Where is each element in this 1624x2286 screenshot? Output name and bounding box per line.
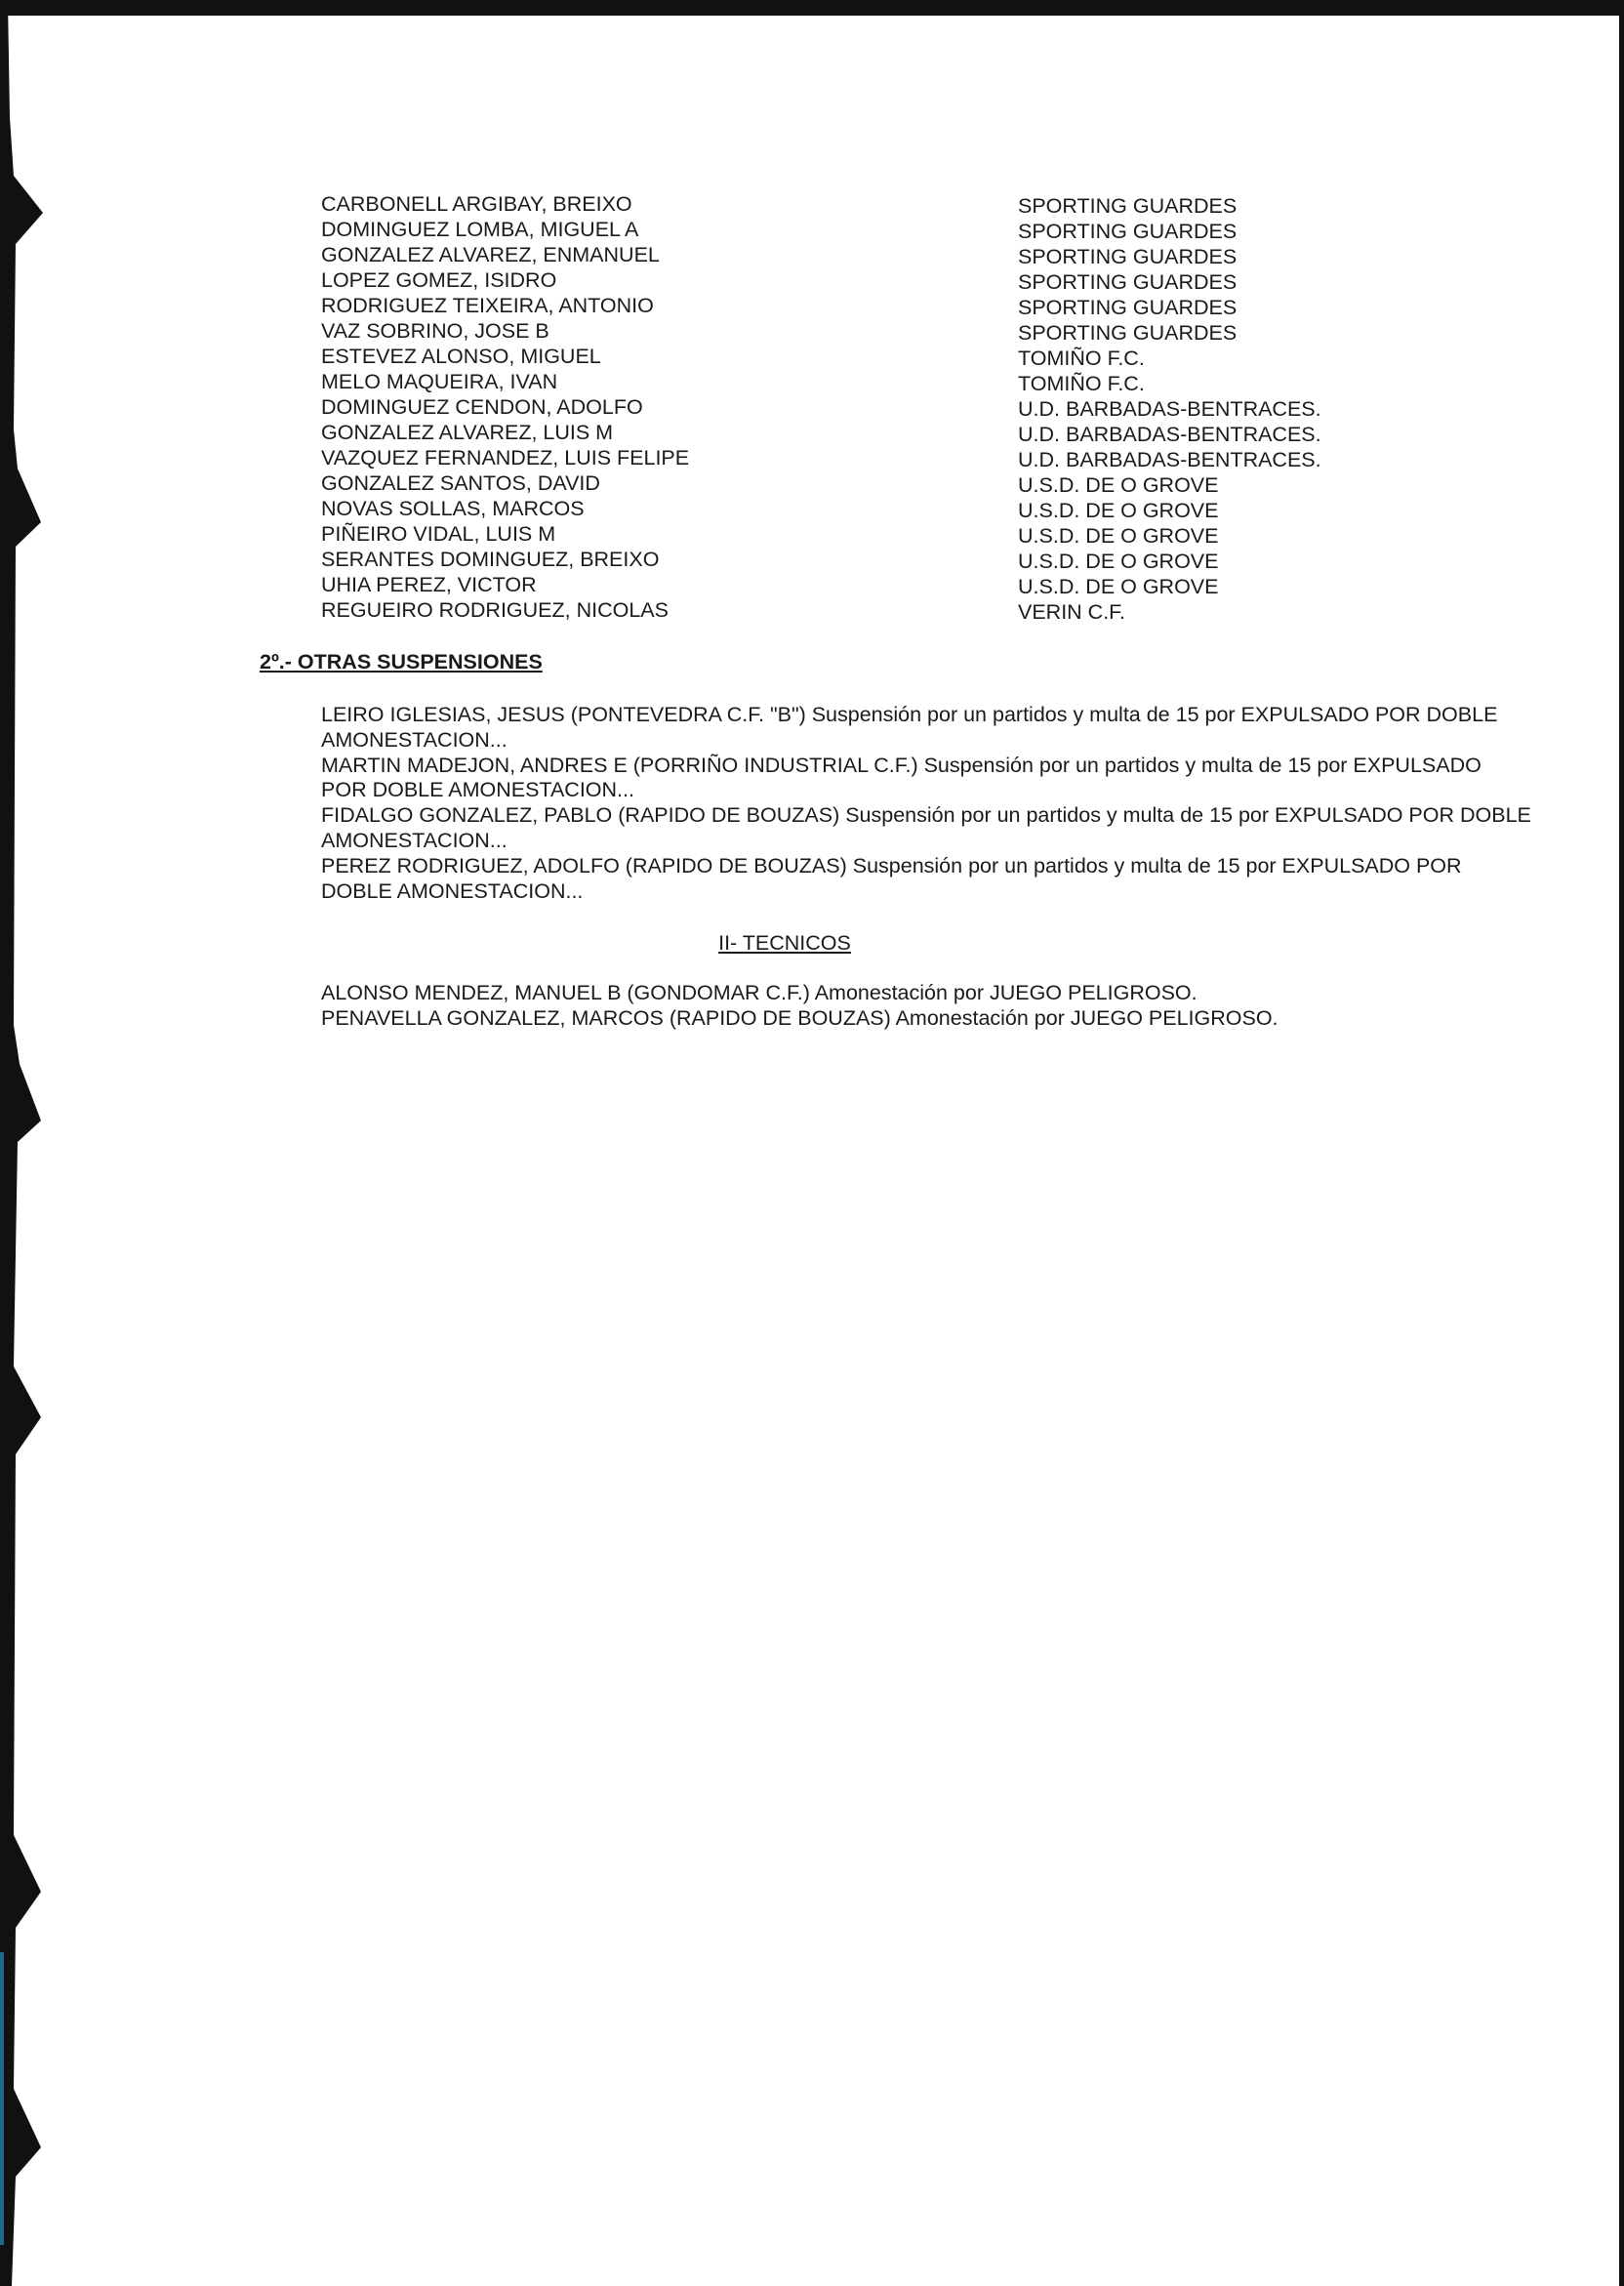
tecnico-item: PENAVELLA GONZALEZ, MARCOS (RAPIDO DE BOUZAS) Amonestación por JUEGO PELIGROSO.	[321, 1006, 1279, 1030]
sanction-row	[321, 597, 1395, 623]
player-name: UHIA PEREZ, VICTOR	[321, 573, 537, 596]
club-name: TOMIÑO F.C.	[1018, 347, 1145, 370]
other-suspensions-list	[321, 703, 1531, 904]
sanction-row	[321, 344, 1395, 369]
player-name: VAZQUEZ FERNANDEZ, LUIS FELIPE	[321, 446, 690, 469]
suspension-item: LEIRO IGLESIAS, JESUS (PONTEVEDRA C.F. "B") Suspensión por un partidos y multa de 15 por EXPULSADO POR DOBLE AMONESTACION...	[321, 703, 1498, 752]
club-name: SPORTING GUARDES	[1018, 321, 1238, 345]
player-name: NOVAS SOLLAS, MARCOS	[321, 497, 585, 520]
tecnicos-list	[321, 980, 1531, 1031]
player-name: SERANTES DOMINGUEZ, BREIXO	[321, 548, 660, 571]
club-name: TOMIÑO F.C.	[1018, 372, 1145, 395]
player-name: GONZALEZ ALVAREZ, ENMANUEL	[321, 243, 660, 266]
player-name: GONZALEZ ALVAREZ, LUIS M	[321, 421, 614, 444]
player-name: DOMINGUEZ LOMBA, MIGUEL A	[321, 218, 639, 241]
suspension-item: PEREZ RODRIGUEZ, ADOLFO (RAPIDO DE BOUZAS) Suspensión por un partidos y multa de 15 por EXPULSADO POR DOBLE AMONESTACION...	[321, 853, 1462, 903]
sanction-row	[321, 242, 1395, 267]
club-name: SPORTING GUARDES	[1018, 245, 1238, 268]
sanctioned-players-list	[321, 191, 1395, 623]
player-name: REGUEIRO RODRIGUEZ, NICOLAS	[321, 598, 669, 622]
tecnico-item: ALONSO MENDEZ, MANUEL B (GONDOMAR C.F.) Amonestación por JUEGO PELIGROSO.	[321, 981, 1198, 1004]
player-name: GONZALEZ SANTOS, DAVID	[321, 471, 600, 495]
sanction-row	[321, 420, 1395, 445]
club-name: U.D. BARBADAS-BENTRACES.	[1018, 397, 1321, 421]
club-name: U.D. BARBADAS-BENTRACES.	[1018, 448, 1321, 471]
club-name: U.S.D. DE O GROVE	[1018, 524, 1219, 548]
sanction-row	[321, 572, 1395, 597]
sanction-row	[321, 496, 1395, 521]
club-name: VERIN C.F.	[1018, 600, 1125, 624]
player-name: VAZ SOBRINO, JOSE B	[321, 319, 549, 343]
sanction-row	[321, 369, 1395, 394]
sanction-row	[321, 521, 1395, 547]
section-title-tecnicos: II- TECNICOS	[718, 931, 851, 955]
sanction-row	[321, 394, 1395, 420]
club-name: U.S.D. DE O GROVE	[1018, 499, 1219, 522]
club-name: U.D. BARBADAS-BENTRACES.	[1018, 423, 1321, 446]
section-heading-otras-suspensiones: 2º.- OTRAS SUSPENSIONES	[260, 650, 543, 674]
club-name: SPORTING GUARDES	[1018, 270, 1238, 294]
sanction-row	[321, 191, 1395, 217]
scan-right-border	[1619, 0, 1624, 2286]
player-name: PIÑEIRO VIDAL, LUIS M	[321, 522, 556, 546]
player-name: DOMINGUEZ CENDON, ADOLFO	[321, 395, 643, 419]
sanction-row	[321, 267, 1395, 293]
scan-torn-left-edge	[0, 0, 59, 2286]
sanction-row	[321, 318, 1395, 344]
club-name: SPORTING GUARDES	[1018, 194, 1238, 218]
player-name: MELO MAQUEIRA, IVAN	[321, 370, 558, 393]
sanction-row	[321, 445, 1395, 470]
player-name: LOPEZ GOMEZ, ISIDRO	[321, 268, 557, 292]
club-name: SPORTING GUARDES	[1018, 296, 1238, 319]
club-name: U.S.D. DE O GROVE	[1018, 575, 1219, 598]
club-name: U.S.D. DE O GROVE	[1018, 473, 1219, 497]
club-name: SPORTING GUARDES	[1018, 220, 1238, 243]
sanction-row	[321, 547, 1395, 572]
sanction-row	[321, 293, 1395, 318]
player-name: ESTEVEZ ALONSO, MIGUEL	[321, 345, 601, 368]
suspension-item: MARTIN MADEJON, ANDRES E (PORRIÑO INDUSTRIAL C.F.) Suspensión por un partidos y multa de 15 por EXPULSADO POR DOBLE AMONESTACION...	[321, 753, 1482, 802]
sanction-row	[321, 217, 1395, 242]
club-name: U.S.D. DE O GROVE	[1018, 550, 1219, 573]
sanction-row	[321, 470, 1395, 496]
suspension-item: FIDALGO GONZALEZ, PABLO (RAPIDO DE BOUZAS) Suspensión por un partidos y multa de 15 por EXPULSADO POR DOBLE AMONESTACION...	[321, 803, 1531, 852]
scan-top-border	[0, 0, 1624, 16]
player-name: RODRIGUEZ TEIXEIRA, ANTONIO	[321, 294, 654, 317]
player-name: CARBONELL ARGIBAY, BREIXO	[321, 192, 632, 216]
